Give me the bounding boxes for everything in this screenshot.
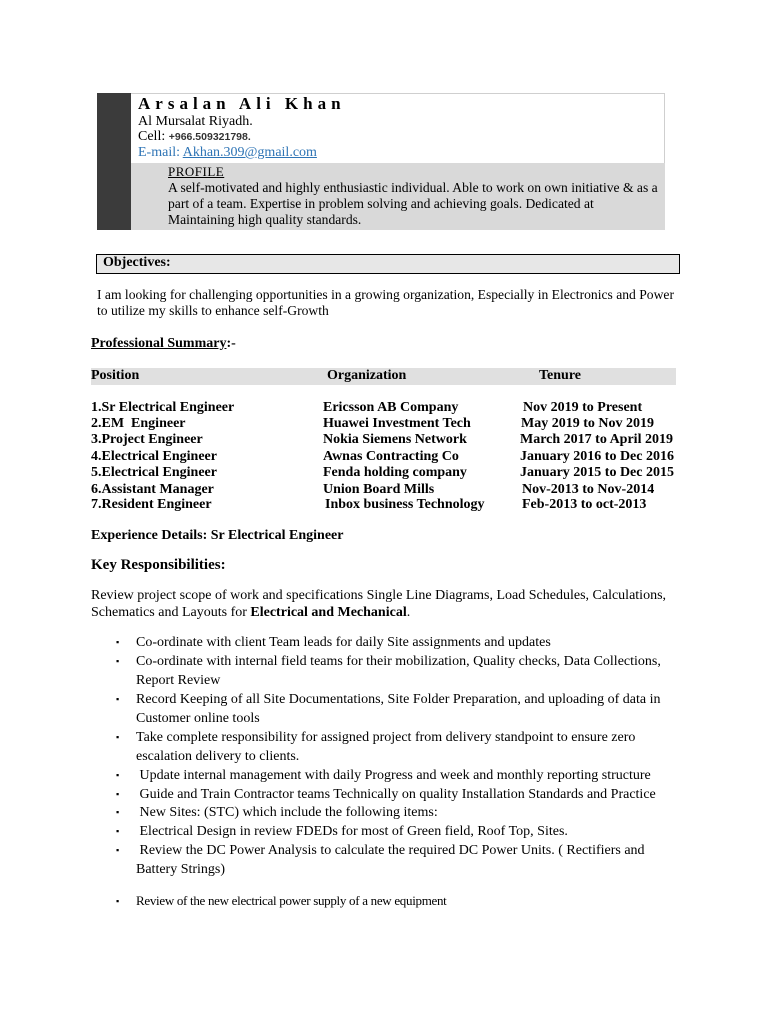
address: Al Mursalat Riyadh. [138, 114, 253, 129]
position-cell: 3.Project Engineer [91, 432, 203, 447]
organization-cell: Ericsson AB Company [323, 400, 459, 415]
tenure-cell: January 2015 to Dec 2015 [520, 465, 674, 480]
tenure-cell: Nov 2019 to Present [523, 400, 643, 415]
responsibility-text: Record Keeping of all Site Documentations, Site Folder Preparation, and uploading of data in Customer online tools [136, 692, 661, 726]
bullet-icon: ▪ [116, 732, 120, 742]
candidate-name: Arsalan Ali Khan [138, 94, 346, 113]
review-bold-text: Electrical and Mechanical [250, 605, 407, 620]
position-cell: 1.Sr Electrical Engineer [91, 400, 235, 415]
professional-summary-heading [91, 336, 236, 352]
position-cell: 7.Resident Engineer [91, 497, 212, 512]
bullet-icon: ▪ [116, 694, 120, 704]
cell-number: +966.509321798. [168, 131, 251, 143]
bullet-icon: ▪ [116, 656, 120, 666]
summary-heading-label: Professional Summary [91, 336, 227, 351]
experience-details-heading: Experience Details: Sr Electrical Engineer [91, 528, 344, 543]
bullet-icon: ▪ [116, 807, 120, 817]
column-header-organization: Organization [327, 368, 407, 383]
responsibility-text: Co-ordinate with internal field teams for their mobilization, Quality checks, Data Collections, Report Review [136, 654, 661, 688]
organization-cell: Awnas Contracting Co [323, 449, 459, 464]
organization-cell: Nokia Siemens Network [323, 432, 467, 447]
bullet-icon: ▪ [116, 845, 120, 855]
email-line [138, 145, 317, 161]
responsibility-text: New Sites: (STC) which include the following items: [136, 805, 438, 820]
key-responsibilities-heading: Key Responsibilities: [91, 557, 226, 573]
bullet-icon: ▪ [116, 789, 120, 799]
organization-cell: Huawei Investment Tech [323, 416, 471, 431]
tenure-cell: Nov-2013 to Nov-2014 [522, 482, 655, 497]
cell-label: Cell: [138, 129, 169, 144]
organization-cell: Union Board Mills [323, 482, 435, 497]
responsibility-text: Review the DC Power Analysis to calculate the required DC Power Units. ( Rectifiers and Battery Strings) [136, 843, 649, 877]
profile-title: PROFILE [168, 164, 225, 179]
bullet-icon: ▪ [116, 770, 120, 780]
review-end: . [406, 605, 411, 620]
bullet-icon: ▪ [116, 637, 120, 647]
column-header-position: Position [91, 368, 140, 383]
review-text: Review project scope of work and specifications Single Line Diagrams, Load Schedules, Calculations, Schematics and Layouts for [91, 588, 667, 620]
objectives-heading: Objectives: [103, 255, 171, 270]
email-link[interactable]: Akhan.309@gmail.com [182, 145, 317, 160]
tenure-cell: May 2019 to Nov 2019 [521, 416, 654, 431]
responsibility-text: Co-ordinate with client Team leads for daily Site assignments and updates [136, 635, 551, 650]
bullet-icon: ▪ [116, 896, 120, 906]
organization-cell: Inbox business Technology [325, 497, 485, 512]
position-cell: 4.Electrical Engineer [91, 449, 217, 464]
responsibility-text: Review of the new electrical power supply of a new equipment [136, 893, 447, 908]
cell-line [138, 129, 251, 145]
responsibility-text: Take complete responsibility for assigned project from delivery standpoint to ensure zero escalation delivery to clients. [136, 730, 636, 764]
summary-heading-suffix: :- [226, 336, 236, 351]
tenure-cell: March 2017 to April 2019 [520, 432, 673, 447]
review-paragraph [91, 587, 671, 621]
position-cell: 5.Electrical Engineer [91, 465, 217, 480]
position-cell: 6.Assistant Manager [91, 482, 214, 497]
objectives-box [96, 254, 680, 274]
responsibility-text: Update internal management with daily Progress and week and monthly reporting structure [136, 768, 651, 783]
responsibility-text: Electrical Design in review FDEDs for most of Green field, Roof Top, Sites. [136, 824, 568, 839]
profile-text: A self-motivated and highly enthusiastic individual. Able to work on own initiative & as a part of a team. Expertise in problem solving and achieving goals. Dedicated at Maintaining high quality standards. [168, 180, 658, 227]
header-accent-bar [97, 93, 131, 230]
column-header-tenure: Tenure [539, 368, 582, 383]
responsibility-text: Guide and Train Contractor teams Technically on quality Installation Standards and Practice [136, 787, 656, 802]
position-cell: 2.EM Engineer [91, 416, 186, 431]
email-label: E-mail: [138, 145, 183, 160]
tenure-cell: Feb-2013 to oct-2013 [522, 497, 647, 512]
objectives-text: I am looking for challenging opportunities in a growing organization, Especially in Electronics and Power to utilize my skills to enhance self-Growth [97, 287, 674, 318]
tenure-cell: January 2016 to Dec 2016 [520, 449, 674, 464]
bullet-icon: ▪ [116, 826, 120, 836]
organization-cell: Fenda holding company [323, 465, 467, 480]
